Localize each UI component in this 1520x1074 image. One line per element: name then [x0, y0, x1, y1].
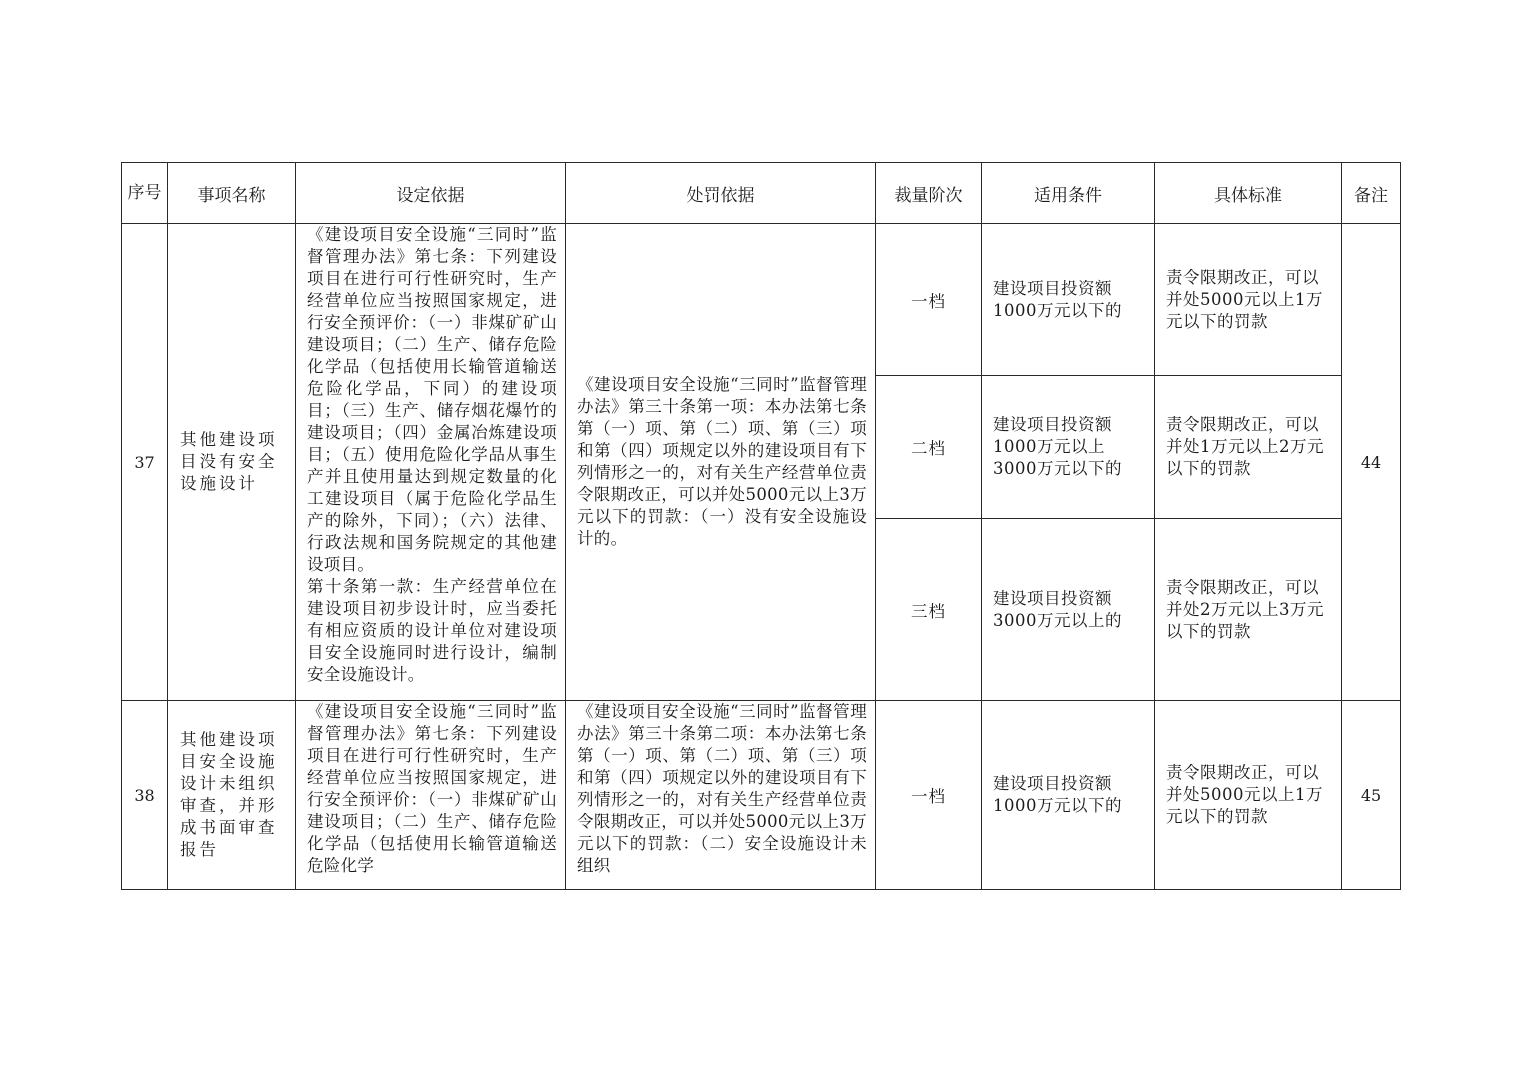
row-standard: 责令限期改正，可以并处5000元以上1万元以下的罚款	[1155, 224, 1342, 376]
row-standard: 责令限期改正，可以并处2万元以上3万元以下的罚款	[1155, 519, 1342, 701]
row-remark: 44	[1342, 224, 1401, 701]
row-basis	[296, 224, 566, 701]
row-item-name: 其他建设项目安全设施设计未组织审查，并形成书面审查报告	[168, 701, 296, 890]
row-remark: 45	[1342, 701, 1401, 890]
row-seq: 37	[122, 224, 168, 701]
header-row	[122, 163, 1401, 224]
row-tier: 二档	[876, 376, 982, 519]
row-item-name: 其他建设项目没有安全设施设计	[168, 224, 296, 701]
row-basis-para-1: 《建设项目安全设施“三同时”监督管理办法》第七条：下列建设项目在进行可行性研究时，生产经营单位应当按照国家规定，进行安全预评价：（一）非煤矿矿山建设项目；（二）生产、储存危险化学品（包括使用长输管道输送危险化学品，下同）的建设项目；（三）生产、储存烟花爆竹的建设项目；（四）金属冶炼建设项目；（五）使用危险化学品从事生产并且使用量达到规定数量的化工建设项目（属于危险化学品生产的除外，下同）；（六）法律、行政法规和国务院规定的其他建设项目。	[307, 225, 557, 574]
row-standard: 责令限期改正，可以并处5000元以上1万元以下的罚款	[1155, 701, 1342, 890]
header-standard: 具体标准	[1155, 163, 1342, 224]
header-penalty-basis: 处罚依据	[566, 163, 876, 224]
row-basis-text: 《建设项目安全设施“三同时”监督管理办法》第七条：下列建设项目在进行可行性研究时，生产经营单位应当按照国家规定，进行安全预评价：（一）非煤矿矿山建设项目；（二）生产、储存危险化学品（包括使用长输管道输送危险化学	[307, 702, 557, 875]
row-penalty-basis	[566, 701, 876, 890]
row-condition: 建设项目投资额1000万元以下的	[982, 224, 1155, 376]
table-row	[122, 224, 1401, 376]
row-penalty-basis-text: 《建设项目安全设施“三同时”监督管理办法》第三十条第二项：本办法第七条第（一）项、第（二）项、第（三）项和第（四）项规定以外的建设项目有下列情形之一的，对有关生产经营单位责令限期改正，可以并处5000元以上3万元以下的罚款：（二）安全设施设计未组织	[577, 702, 867, 875]
header-seq: 序号	[122, 163, 168, 224]
header-remark: 备注	[1342, 163, 1401, 224]
header-condition: 适用条件	[982, 163, 1155, 224]
row-basis	[296, 701, 566, 890]
row-basis-para-2: 第十条第一款：生产经营单位在建设项目初步设计时，应当委托有相应资质的设计单位对建设项目安全设施同时进行设计，编制安全设施设计。	[307, 577, 557, 684]
row-seq: 38	[122, 701, 168, 890]
row-standard: 责令限期改正，可以并处1万元以上2万元以下的罚款	[1155, 376, 1342, 519]
row-tier: 三档	[876, 519, 982, 701]
header-tier: 裁量阶次	[876, 163, 982, 224]
header-item-name: 事项名称	[168, 163, 296, 224]
row-penalty-basis: 《建设项目安全设施“三同时”监督管理办法》第三十条第一项：本办法第七条第（一）项、第（二）项、第（三）项和第（四）项规定以外的建设项目有下列情形之一的，对有关生产经营单位责令限期改正，可以并处5000元以上3万元以下的罚款：（一）没有安全设施设计的。	[566, 224, 876, 701]
header-basis: 设定依据	[296, 163, 566, 224]
row-tier: 一档	[876, 701, 982, 890]
penalty-standard-table	[121, 162, 1401, 890]
row-condition: 建设项目投资额3000万元以上的	[982, 519, 1155, 701]
row-tier: 一档	[876, 224, 982, 376]
row-condition: 建设项目投资额1000万元以下的	[982, 701, 1155, 890]
table-row	[122, 701, 1401, 890]
row-condition: 建设项目投资额1000万元以上3000万元以下的	[982, 376, 1155, 519]
